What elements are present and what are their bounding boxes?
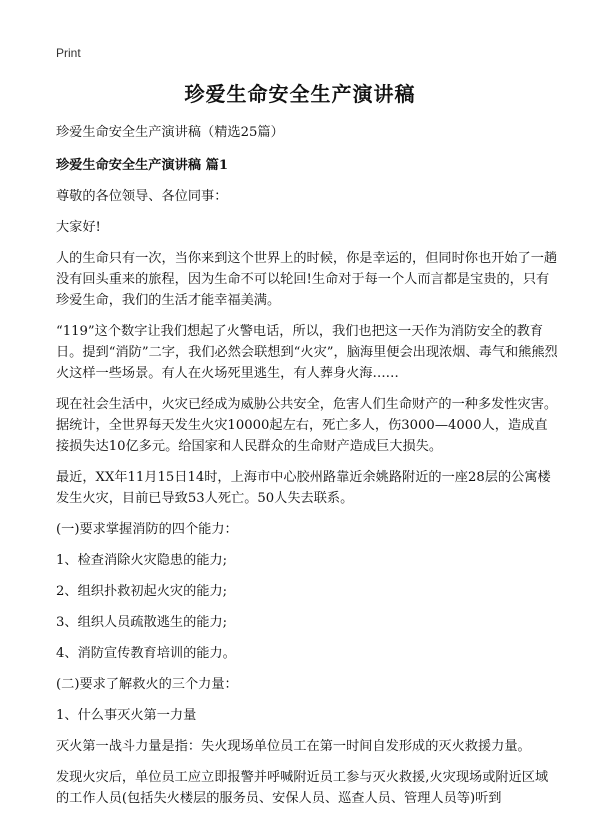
paragraph: 现在社会生活中，火灾已经成为威胁公共安全，危害人们生命财产的一种多发性灾害。据统计，全世界每天发生火灾10000起左右，死亡多人，伤3000—4000人，造成直接损失达10亿多元。给国家和人民群众的生命财产造成巨大损失。 (56, 397, 558, 454)
paragraph: 灭火第一战斗力量是指：失火现场单位员工在第一时间自发形成的灭火救援力量。 (56, 739, 531, 754)
paragraph: 大家好! (56, 220, 101, 235)
document-subtitle: 珍爱生命安全生产演讲稿（精选25篇） (56, 125, 284, 140)
paragraph: 1、什么事灭火第一力量 (56, 708, 197, 723)
paragraph: (二)要求了解救火的三个力量： (56, 677, 238, 692)
list-item: 3、组织人员疏散逃生的能力; (56, 615, 228, 630)
paragraph: 人的生命只有一次，当你来到这个世界上的时候，你是幸运的，但同时你也开始了一趟没有回头重来的旅程，因为生命不可以轮回!生命对于每一个人而言都是宝贵的，只有珍爱生命，我们的生活才能幸福美满。 (56, 251, 558, 308)
section-heading: 珍爱生命安全生产演讲稿 篇1 (56, 158, 229, 173)
page-title: 珍爱生命安全生产演讲稿 (184, 82, 416, 106)
paragraph: 尊敬的各位领导、各位同事： (56, 189, 228, 204)
paragraph: 最近，XX年11月15日14时，上海市中心胶州路靠近余姚路附近的一座28层的公寓楼发生火灾，目前已导致53人死亡。50人失去联系。 (56, 470, 551, 506)
paragraph: “119”这个数字让我们想起了火警电话，所以，我们也把这一天作为消防安全的教育日。提到“消防”二字，我们必然会联想到“火灾”，脑海里便会出现浓烟、毒气和熊熊烈火这样一些场景。有人在火场死里逃生，有人葬身火海…… (56, 324, 558, 381)
paragraph: 发现火灾后，单位员工应立即报警并呼喊附近员工参与灭火救援,火灾现场或附近区域的工作人员(包括失火楼层的服务员、安保人员、巡查人员、管理人员等)听到 (56, 770, 549, 806)
paragraph: (一)要求掌握消防的四个能力： (56, 522, 238, 537)
print-label[interactable]: Print (56, 46, 81, 60)
list-item: 2、组织扑救初起火灾的能力; (56, 584, 228, 599)
list-item: 4、消防宣传教育培训的能力。 (56, 646, 236, 661)
document-body (56, 122, 560, 819)
list-item: 1、检查消除火灾隐患的能力; (56, 553, 228, 568)
